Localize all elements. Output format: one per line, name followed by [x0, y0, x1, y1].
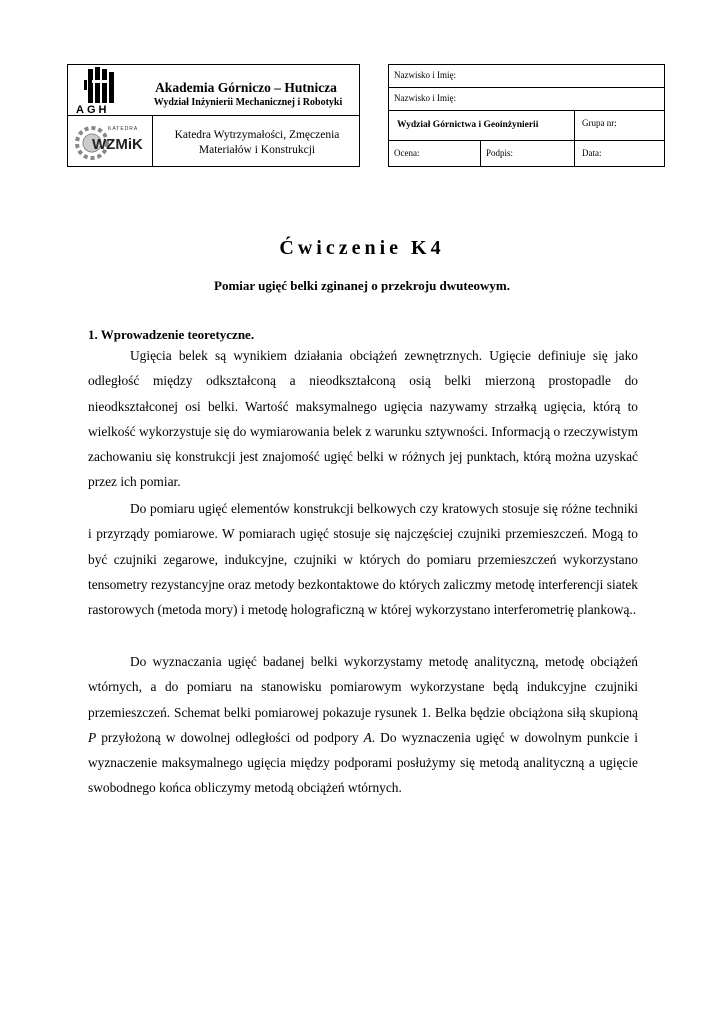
name-field-1-label: Nazwisko i Imię: — [394, 70, 456, 80]
grade-label: Ocena: — [394, 148, 420, 158]
paragraph-2 — [88, 496, 638, 622]
department-line-1: Katedra Wytrzymałości, Zmęczenia — [174, 129, 340, 141]
agh-logo — [74, 66, 134, 116]
divider — [480, 140, 481, 167]
paragraph-3-part-1: Do wyznaczania ugięć badanej belki wykorzystamy metodę analityczną, metodę obciążeń wtórnych, a do pomiaru na stanowisku pomiarowym wykorzystane będą indukcyjne czujniki przemieszczeń. Schemat belki pomiarowej pokazuje rysunek 1. Belka będzie obciążona siłą skupioną — [88, 654, 638, 720]
mining-faculty-label: Wydział Górnictwa i Geoinżynierii — [397, 120, 539, 130]
paragraph-3-text — [88, 649, 638, 801]
divider — [152, 115, 360, 116]
department-line-2: Materiałów i Konstrukcji — [198, 144, 316, 156]
name-field-2-label: Nazwisko i Imię: — [394, 93, 456, 103]
paragraph-3-part-3: . Do wyznaczenia ugięć w dowolnym punkcie i wyznaczenie maksymalnego ugięcia między podporami posłużymy się metodą analityczną a ugięcie swobodnego końca obliczymy metodą obciążeń wtórnych. — [88, 729, 638, 796]
faculty-name: Wydział Inżynierii Mechanicznej i Robotyki — [153, 97, 343, 108]
university-name: Akademia Górniczo – Hutnicza — [155, 80, 337, 95]
wzmik-logo-subtext: KATEDRA — [108, 126, 139, 132]
divider — [388, 140, 665, 141]
wzmik-logo — [70, 119, 150, 164]
variable-p: P — [88, 729, 97, 745]
section-heading: 1. Wprowadzenie teoretyczne. — [88, 327, 255, 342]
date-label: Data: — [582, 148, 602, 158]
divider — [152, 115, 153, 167]
divider — [388, 87, 665, 88]
group-label: Grupa nr: — [582, 118, 617, 128]
department-name — [156, 128, 358, 158]
paragraph-1-text: Ugięcia belek są wynikiem działania obciążeń zewnętrznych. Ugięcie definiuje się jako odległość między odkształconą a nieodkształconą osią belki mierzoną prostopadle do nieodkształconej osi belki. Wartość maksymalnego ugięcia nazywamy strzałką ugięcia, którą to wielkość wykorzystuje się do wymiarowania belek z warunku sztywności. Informacją o rzeczywistym zachowaniu się konstrukcji jest znajomość ugięć belki w różnych jej punktach, którą można uzyskać przez ich pomiar. — [88, 348, 638, 490]
paragraph-3 — [88, 649, 638, 801]
agh-logo-text: AGH — [76, 104, 110, 116]
wzmik-logo-text: WZMiK — [92, 136, 143, 153]
paragraph-1 — [88, 343, 638, 495]
exercise-title: Ćwiczenie K4 — [279, 237, 445, 259]
exercise-subtitle: Pomiar ugięć belki zginanej o przekroju dwuteowym. — [214, 278, 510, 293]
paragraph-2-text: Do pomiaru ugięć elementów konstrukcji belkowych czy kratowych stosuje się różne techniki i przyrządy pomiarowe. W pomiarach ugięć stosuje się najczęściej czujniki przemieszczeń. Mogą to być czujniki zegarowe, indukcyjne, czujniki w których do pomiaru przemieszczeń wykorzystano tensometry rezystancyjne oraz metody bezkontaktowe do których zaliczmy metodę interferencji siatek rastorowych (metoda mory) i metodę holograficzną w której wykorzystano interferometrię plankową.. — [88, 501, 638, 618]
divider — [574, 110, 575, 167]
divider — [388, 110, 665, 111]
paragraph-3-part-2: przyłożoną w dowolnej odległości od podpory — [96, 729, 364, 745]
signature-label: Podpis: — [486, 148, 514, 158]
variable-a: A — [363, 729, 372, 745]
